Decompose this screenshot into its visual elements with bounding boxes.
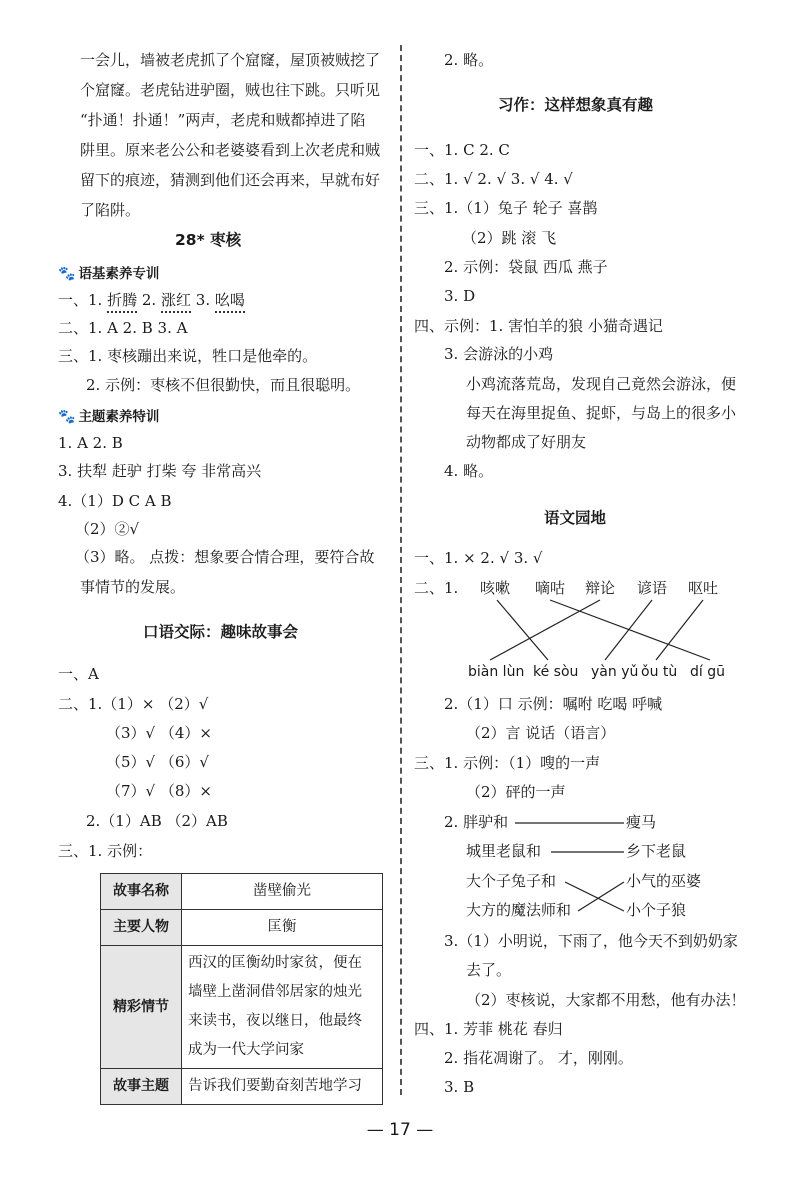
- answer-line: （2）跳 滚 飞: [462, 229, 557, 247]
- match-line: [656, 600, 703, 660]
- table-label: 主要人物: [101, 910, 182, 946]
- story-line: 了陷阱。: [80, 201, 141, 219]
- table-cell: 西汉的匡衡幼时家贫，便在墙壁上凿洞借邻居家的烛光来读书，夜以继日，他最终成为一代大学问家: [182, 946, 383, 1069]
- answer-line: 动物都成了好朋友: [466, 433, 587, 451]
- answer-line: （5）√ （6）√: [106, 753, 209, 771]
- answer-line: 事情节的发展。: [80, 578, 186, 596]
- pinyin: ké sòu: [533, 664, 579, 680]
- garden-title: 语文园地: [544, 509, 607, 527]
- table-cell: 告诉我们要勤奋刻苦地学习: [182, 1069, 383, 1105]
- match-line: [490, 600, 600, 660]
- answer-line: 四、示例：1. 害怕羊的狼 小猫奇遇记: [414, 317, 663, 335]
- pair-right: 瘦马: [626, 813, 657, 831]
- story-line: 个窟窿。老虎钻进驴圈，贼也往下跳。只听见: [80, 81, 381, 99]
- answer-line: 3. 扶犁 赶驴 打柴 夸 非常高兴: [58, 462, 262, 480]
- answer-line: 3. 会游泳的小鸡: [444, 345, 554, 363]
- answer-line: （2）②√: [75, 520, 140, 538]
- answer-line: （2）砰的一声: [466, 783, 566, 801]
- answer-line: 三、1. 示例：（1）嗖的一声: [414, 754, 601, 772]
- answer-line: 二、1.: [414, 579, 459, 597]
- match-line: [550, 600, 710, 660]
- pair-right: 乡下老鼠: [626, 842, 687, 860]
- paw-icon: 🐾: [58, 409, 76, 425]
- pinyin: ǒu tù: [641, 664, 678, 680]
- table-label: 故事主题: [101, 1069, 182, 1105]
- answer-line: 每天在海里捉鱼、捉虾，与岛上的很多小: [466, 404, 737, 422]
- pair-left: 大个子兔子和: [466, 872, 557, 890]
- answer-line: 2. 略。: [444, 51, 494, 69]
- answer-line: （7）√ （8）×: [106, 782, 212, 800]
- match-line: [497, 600, 548, 660]
- section-label: 主题素养特训: [78, 409, 160, 425]
- answer-line: 2.（1）AB （2）AB: [86, 812, 228, 830]
- answer-line: 三、1. 枣核蹦出来说，牲口是他牵的。: [58, 347, 318, 365]
- section-label: 语基素养专训: [78, 266, 160, 282]
- pair-left: 2. 胖驴和: [444, 813, 509, 831]
- match-word: 辩论: [585, 579, 616, 597]
- story-line: 一会儿，墙被老虎抓了个窟窿，屋顶被贼挖了: [80, 51, 381, 69]
- answer-line: 4.（1）D C A B: [58, 492, 172, 510]
- match-word: 呕吐: [688, 579, 719, 597]
- answer-line: 2. 示例：袋鼠 西瓜 燕子: [444, 258, 608, 276]
- answer-line: 四、1. 芳菲 桃花 春归: [414, 1020, 563, 1038]
- answer-line: 小鸡流落荒岛，发现自己竟然会游泳，便: [466, 375, 737, 393]
- answer-word: 折腾: [107, 290, 137, 313]
- answer-number: 2.: [141, 291, 157, 309]
- answer-line: 二、1. A 2. B 3. A: [58, 319, 188, 337]
- answer-line: 4. 略。: [444, 462, 494, 480]
- pinyin: dí gū: [690, 664, 725, 680]
- answer-line: （2）枣核说，大家都不用愁，他有办法！: [466, 991, 746, 1009]
- match-line: [565, 882, 624, 911]
- answer-line: 二、1. √ 2. √ 3. √ 4. √: [414, 170, 573, 188]
- table-label: 精彩情节: [101, 946, 182, 1069]
- oral-title: 口语交际：趣味故事会: [143, 623, 299, 641]
- answer-number: 3.: [195, 291, 211, 309]
- pair-left: 大方的魔法师和: [466, 901, 572, 919]
- answer-line: 2. 指花凋谢了。 才，刚刚。: [444, 1049, 633, 1067]
- lesson-title: 28* 枣核: [175, 231, 242, 249]
- story-line: 阱里。原来老公公和老婆婆看到上次老虎和贼: [80, 141, 381, 159]
- answer-word: 吆喝: [215, 290, 245, 313]
- answer-line: 2.（1）口 示例：嘱咐 吃喝 呼喊: [444, 695, 663, 713]
- pair-right: 小气的巫婆: [626, 872, 702, 890]
- answer-line: 一、1. C 2. C: [414, 141, 510, 159]
- answer-line: 三、1. 示例：: [58, 842, 153, 860]
- writing-title: 习作：这样想象真有趣: [498, 96, 654, 114]
- answer-line: （3）√ （4）×: [106, 724, 212, 742]
- story-line: 留下的痕迹，猜测到他们还会再来，早就布好: [80, 171, 381, 189]
- match-line: [578, 882, 624, 911]
- pair-left: 城里老鼠和: [466, 842, 542, 860]
- table-label: 故事名称: [101, 874, 182, 910]
- match-word: 咳嗽: [480, 579, 511, 597]
- answer-line: 一、1. × 2. √ 3. √: [414, 549, 543, 567]
- answer-line: 2. 示例：枣核不但很勤快，而且很聪明。: [86, 376, 361, 394]
- answer-line: 1. A 2. B: [58, 434, 123, 452]
- pinyin: biàn lùn: [468, 664, 525, 680]
- match-line: [605, 600, 652, 660]
- match-word: 嘀咕: [535, 579, 566, 597]
- story-line: “扑通！扑通！”两声，老虎和贼都掉进了陷: [80, 111, 366, 129]
- answer-line: 二、1.（1）× （2）√: [58, 695, 209, 713]
- answer-line: 3.（1）小明说，下雨了，他今天不到奶奶家: [444, 932, 738, 950]
- answer-line: 一、A: [58, 665, 99, 683]
- page-number: — 17 —: [366, 1120, 434, 1140]
- paw-icon: 🐾: [58, 266, 76, 282]
- table-cell: 凿壁偷光: [182, 874, 383, 910]
- answer-prefix: 一、1.: [58, 291, 103, 309]
- answer-line: 3. D: [444, 287, 476, 305]
- match-word: 谚语: [637, 579, 668, 597]
- answer-line: 三、1.（1）兔子 轮子 喜鹊: [414, 199, 598, 217]
- answer-line: （3）略。 点拨：想象要合情合理，要符合故: [75, 548, 375, 566]
- answer-line: 3. B: [444, 1078, 475, 1096]
- answer-line: （2）言 说话（语言）: [466, 724, 616, 742]
- answer-line: 去了。: [466, 961, 512, 979]
- pair-right: 小个子狼: [626, 901, 687, 919]
- pinyin: yàn yǔ: [591, 664, 639, 680]
- table-cell: 匡衡: [182, 910, 383, 946]
- answer-word: 涨红: [161, 290, 191, 313]
